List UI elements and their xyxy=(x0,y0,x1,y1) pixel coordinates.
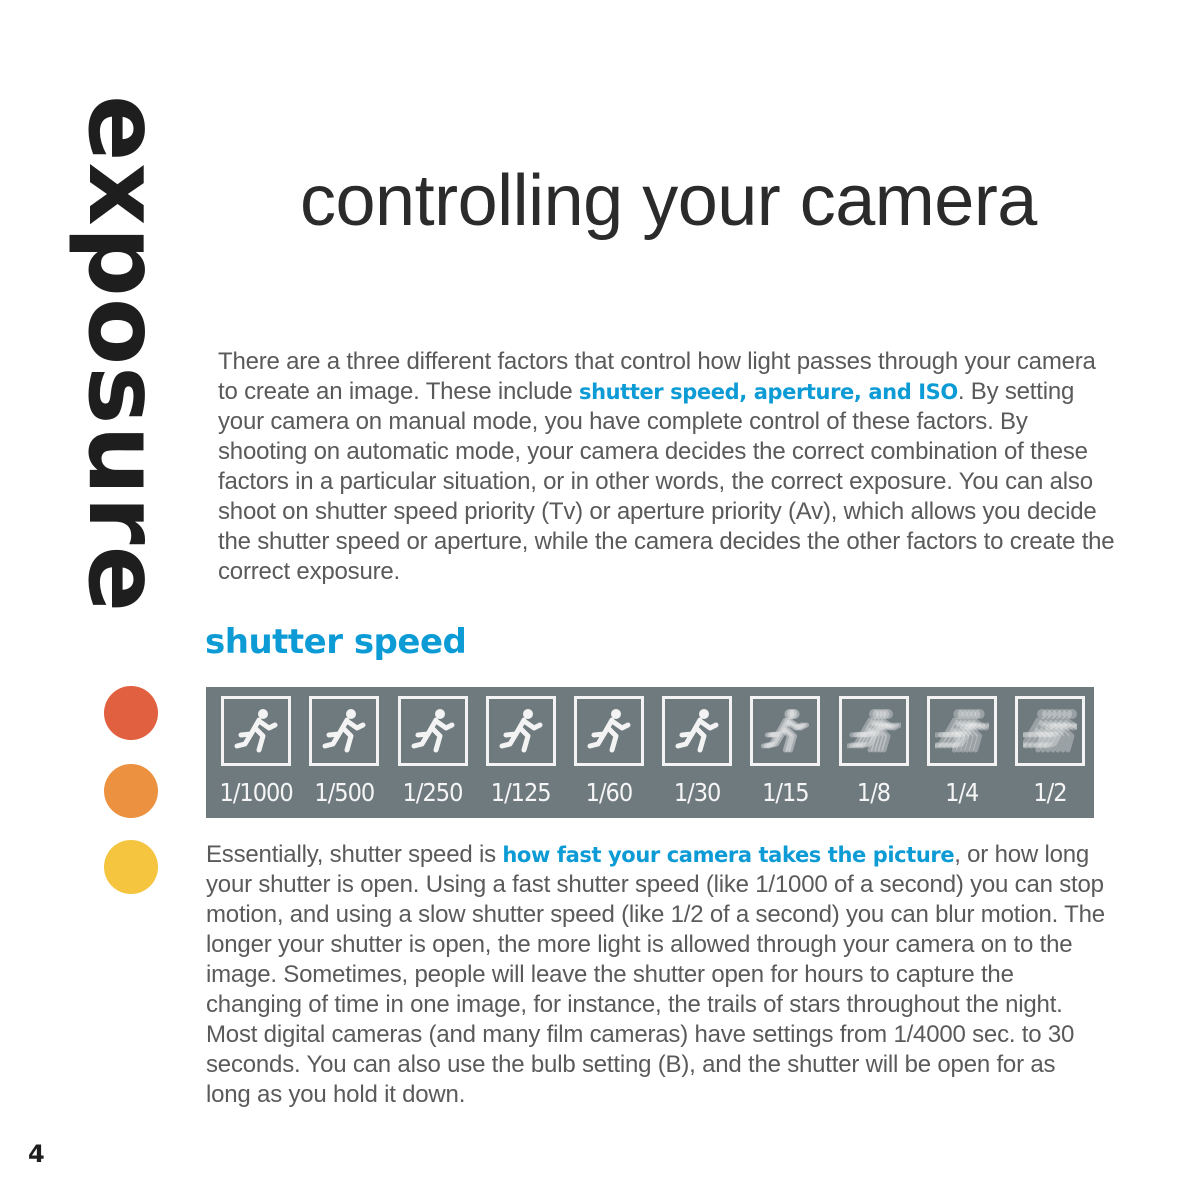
running-figure-icon xyxy=(486,696,556,766)
shutter-speed-label: 1/500 xyxy=(314,778,375,807)
running-figure-icon xyxy=(574,696,644,766)
shutter-speed-label: 1/30 xyxy=(673,778,721,807)
shutter-speed-label: 1/1000 xyxy=(219,778,293,807)
shutter-speed-label: 1/60 xyxy=(585,778,633,807)
shutter-speed-label: 1/2 xyxy=(1033,778,1067,807)
running-figure-icon xyxy=(1015,696,1085,766)
shutter-speed-label: 1/4 xyxy=(945,778,979,807)
body-highlight: how fast your camera takes the picture xyxy=(502,843,955,867)
shutter-speed-item xyxy=(741,696,829,818)
body-paragraph xyxy=(206,840,1106,1110)
running-figure-icon xyxy=(398,696,468,766)
section-heading: shutter speed xyxy=(205,622,467,662)
intro-paragraph xyxy=(218,347,1118,587)
shutter-speed-item xyxy=(212,696,300,818)
intro-highlight: shutter speed, aperture, and ISO xyxy=(578,380,958,404)
running-figure-icon xyxy=(839,696,909,766)
body-text-after: , or how long your shutter is open. Using a fast shutter speed (like 1/1000 of a second) you can stop motion, and using a slow shutter speed (like 1/2 of a second) you can blur motion. The longer your shutter is open, the more light is allowed through your camera on to the image. Sometimes, people will leave the shutter open for hours to capture the changing of time in one image, for instance, the trails of stars throughout the night. Most digital cameras (and many film cameras) have settings from 1/4000 sec. to 30 seconds. You can also use the bulb setting (B), and the shutter will be open for as long as you hold it down. xyxy=(206,841,1105,1108)
running-figure-icon xyxy=(309,696,379,766)
decorative-dot-orange xyxy=(104,764,158,818)
shutter-speed-item xyxy=(653,696,741,818)
shutter-speed-label: 1/125 xyxy=(490,778,551,807)
shutter-speed-item xyxy=(477,696,565,818)
running-figure-icon xyxy=(927,696,997,766)
page-number: 4 xyxy=(28,1140,45,1168)
section-vertical-title: exposure xyxy=(66,95,180,614)
shutter-speed-item xyxy=(918,696,1006,818)
shutter-speed-strip xyxy=(206,687,1094,818)
shutter-speed-item xyxy=(565,696,653,818)
shutter-speed-item xyxy=(388,696,476,818)
body-text-before: Essentially, shutter speed is xyxy=(206,841,503,868)
intro-text-before: There are a three different factors that control how light passes through your camera to create an image. These include xyxy=(218,348,1096,405)
running-figure-icon xyxy=(221,696,291,766)
running-figure-icon xyxy=(750,696,820,766)
intro-text-after: . By setting your camera on manual mode, you have complete control of these factors. By shooting on automatic mode, your camera decides the correct combination of these factors in a particular situation, or in other words, the correct exposure. You can also shoot on shutter speed priority (Tv) or aperture priority (Av), which allows you decide the shutter speed or aperture, while the camera decides the other factors to create the correct exposure. xyxy=(218,378,1115,585)
shutter-speed-item xyxy=(300,696,388,818)
decorative-dot-red xyxy=(104,686,158,740)
page-title: controlling your camera xyxy=(300,161,1037,241)
shutter-speed-item xyxy=(1006,696,1094,818)
shutter-speed-label: 1/15 xyxy=(762,778,809,807)
decorative-dot-yellow xyxy=(104,840,158,894)
running-figure-icon xyxy=(662,696,732,766)
shutter-speed-label: 1/250 xyxy=(402,778,463,807)
shutter-speed-label: 1/8 xyxy=(856,778,891,807)
shutter-speed-item xyxy=(829,696,917,818)
